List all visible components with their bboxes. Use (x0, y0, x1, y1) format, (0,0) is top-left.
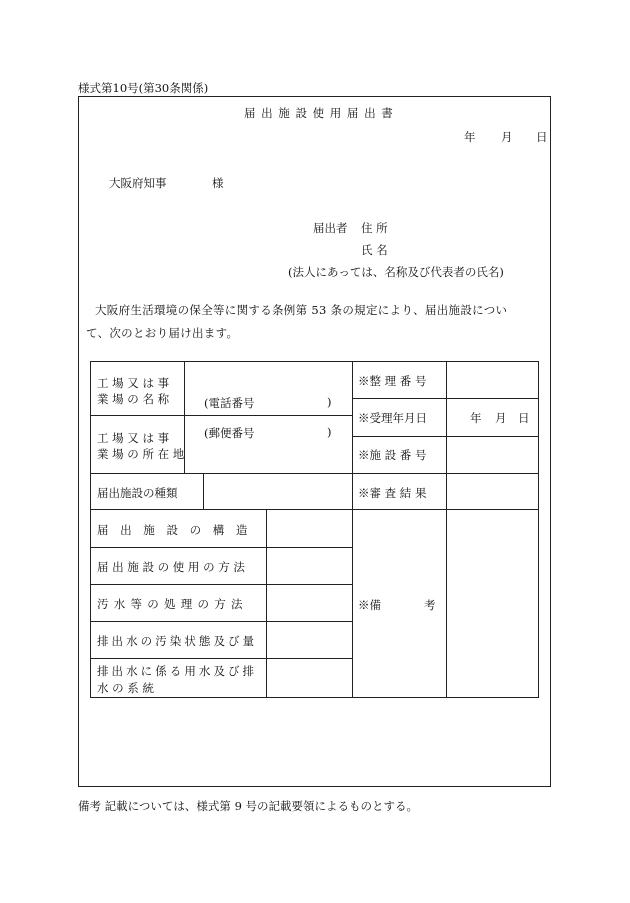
received-year: 年 (470, 411, 482, 425)
postal-close: ) (327, 425, 332, 439)
remarks-mark: ※備 (358, 598, 381, 612)
water-system-label-2: 水 の 系 統 (97, 681, 154, 695)
received-date-label: ※受理年月日 (358, 411, 427, 425)
postal-label: (郵便番号 (204, 426, 255, 440)
applicant-label: 届出者 (313, 221, 348, 235)
phone-label: (電話番号 (204, 396, 255, 410)
applicant-address-label: 住 所 (361, 221, 388, 235)
form-id: 様式第10号(第30条関係) (78, 81, 209, 95)
reference-no-label: ※整 理 番 号 (358, 374, 427, 388)
date-month: 月 (501, 130, 513, 144)
date-year: 年 (464, 130, 476, 144)
footnote: 備考 記載については、様式第 9 号の記載要領によるものとする。 (78, 799, 419, 813)
review-label: ※審 査 結 果 (358, 486, 427, 500)
addressee-honorific: 様 (212, 176, 224, 190)
remarks-end: 考 (424, 598, 436, 612)
applicant-note: (法人にあっては、名称及び代表者の氏名) (288, 265, 504, 279)
addressee-name: 大阪府知事 (109, 176, 167, 190)
received-month: 月 (495, 411, 507, 425)
body-text-line2: て、次のとおり届け出ます。 (86, 326, 239, 340)
phone-close: ) (327, 395, 332, 409)
facility-no-label: ※施 設 番 号 (358, 448, 427, 462)
received-day: 日 (518, 411, 530, 425)
body-text-line1: 大阪府生活環境の保全等に関する条例第 53 条の規定により、届出施設につい (95, 303, 508, 317)
usage-label: 届 出 施 設 の 使 用 の 方 法 (97, 560, 245, 574)
water-system-label-1: 排 出 水 に 係 る 用 水 及 び 排 (97, 664, 254, 678)
factory-name-label-1: 工 場 又 は 事 (97, 376, 170, 390)
date-day: 日 (536, 130, 548, 144)
factory-location-label-1: 工 場 又 は 事 (97, 431, 170, 445)
structure-label: 届 出 施 設 の 構 造 (97, 523, 252, 537)
effluent-label: 排 出 水 の 汚 染 状 態 及 び 量 (97, 634, 254, 648)
factory-location-label-2: 業 場 の 所 在 地 (97, 447, 185, 461)
form-title: 届 出 施 設 使 用 届 出 書 (244, 106, 394, 120)
applicant-name-label: 氏 名 (361, 243, 388, 257)
factory-name-label-2: 業 場 の 名 称 (97, 392, 170, 406)
facility-type-label: 届出施設の種類 (97, 486, 178, 500)
sewage-label: 汚 水 等 の 処 理 の 方 法 (97, 597, 244, 611)
